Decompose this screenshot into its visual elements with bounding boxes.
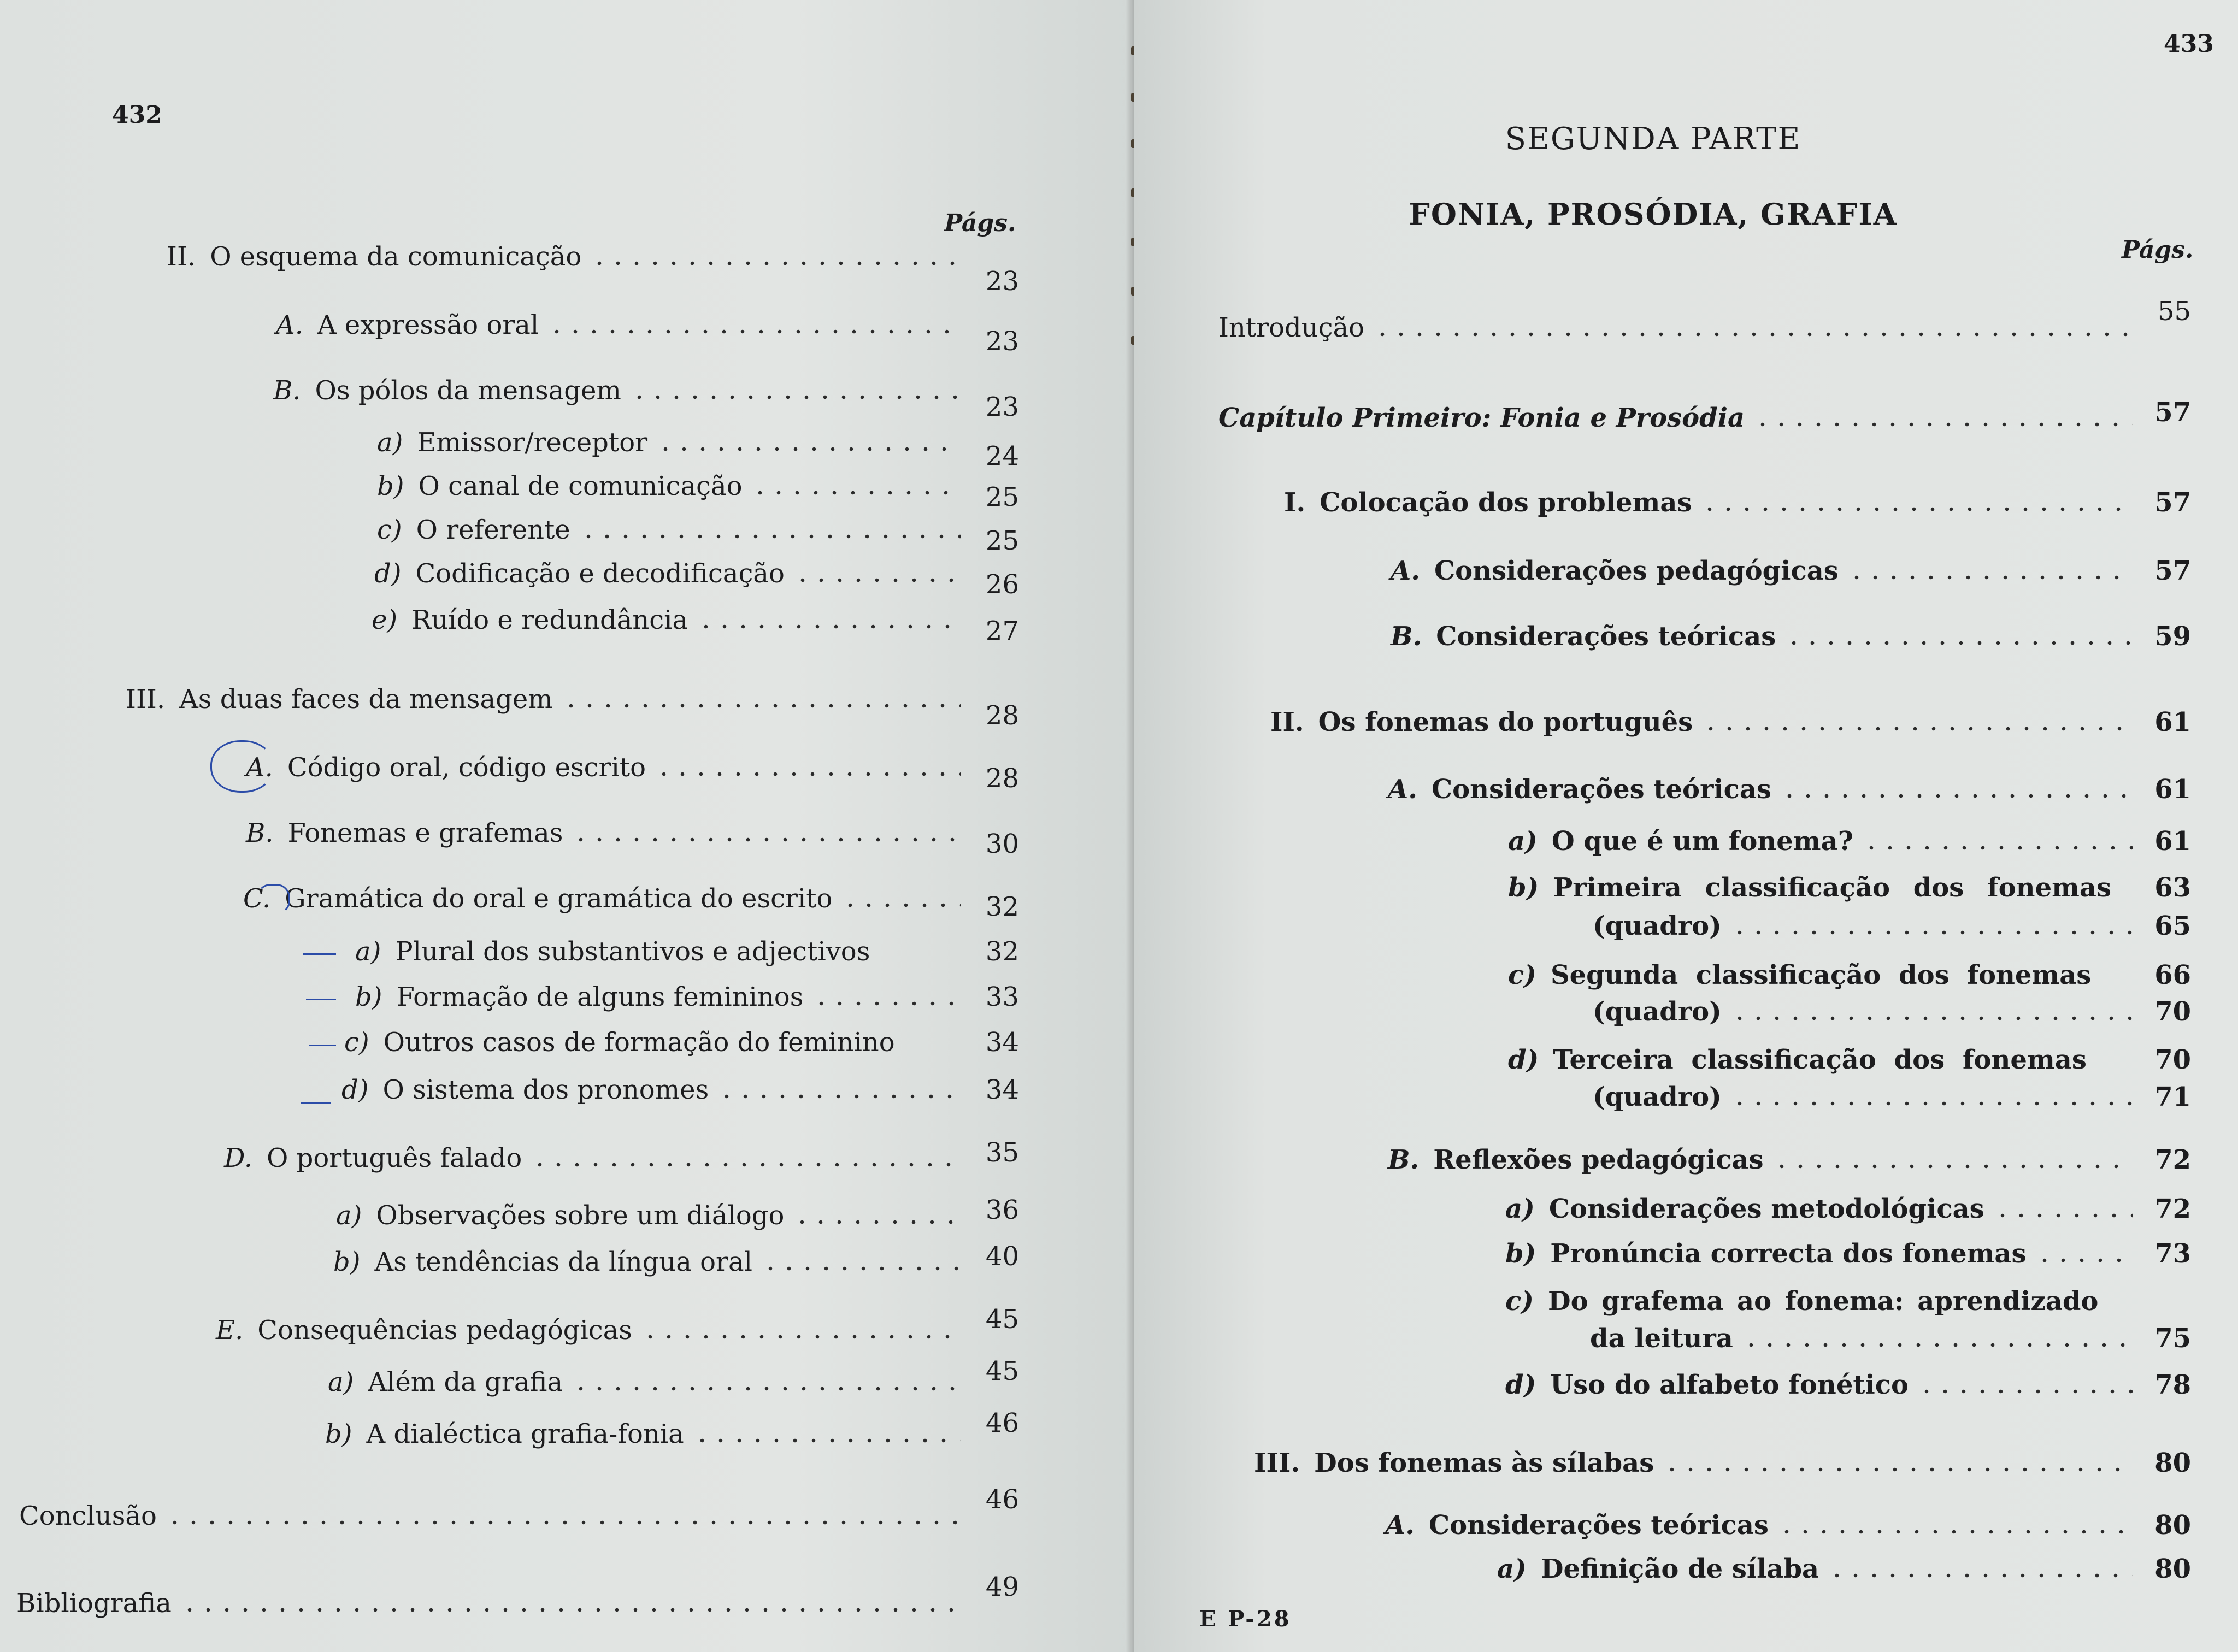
toc-title: Os pólos da mensagem xyxy=(315,375,621,406)
toc-page: 61 xyxy=(2154,774,2191,805)
toc-page: 49 xyxy=(985,1572,1019,1602)
toc-entry xyxy=(1254,1447,2191,1479)
dot-leader xyxy=(572,837,961,842)
toc-entry xyxy=(167,240,1019,297)
toc-marker: c) xyxy=(1508,960,1536,990)
toc-page: 40 xyxy=(985,1241,1019,1272)
dot-leader xyxy=(630,395,961,399)
dot-leader xyxy=(1828,1573,2133,1578)
toc-page: 57 xyxy=(2154,556,2191,586)
toc-entry xyxy=(224,1137,1019,1175)
toc-title: Considerações teóricas xyxy=(1431,774,1771,805)
toc-marker: a) xyxy=(1508,826,1538,857)
toc-entry xyxy=(126,683,1019,731)
toc-entry xyxy=(1385,1509,2191,1542)
toc-page: 34 xyxy=(985,1027,1019,1058)
toc-title: Considerações teóricas xyxy=(1436,621,1776,652)
toc-page: 30 xyxy=(985,829,1019,859)
toc-title: Considerações teóricas xyxy=(1428,1510,1769,1541)
toc-page: 45 xyxy=(985,1304,1019,1335)
toc-title: Codificação e decodificação xyxy=(415,558,785,589)
pags-label-right: Págs. xyxy=(2122,236,2194,264)
toc-entry xyxy=(246,817,1019,859)
toc-marker: d) xyxy=(1505,1370,1536,1400)
toc-marker: E. xyxy=(216,1315,244,1346)
toc-marker: A. xyxy=(246,752,273,783)
toc-page: 46 xyxy=(985,1484,1019,1515)
toc-title: O esquema da comunicação xyxy=(210,241,582,272)
toc-marker: c) xyxy=(377,515,402,545)
dot-leader xyxy=(761,1266,961,1271)
toc-entry xyxy=(328,1356,1019,1399)
toc-marker: C. xyxy=(243,883,271,914)
toc-entry xyxy=(246,751,1019,794)
toc-marker: e) xyxy=(372,605,398,635)
toc-marker: d) xyxy=(374,558,402,589)
toc-entry xyxy=(276,309,1019,357)
toc-title: O canal de comunicação xyxy=(418,471,743,502)
toc-entry xyxy=(1590,1322,2191,1355)
toc-page: 25 xyxy=(985,526,1019,556)
dot-leader xyxy=(1701,727,2133,731)
page-number-right: 433 xyxy=(2164,30,2214,58)
toc-entry xyxy=(355,935,1019,968)
toc-marker: B. xyxy=(1388,1144,1420,1175)
toc-marker: A. xyxy=(1388,774,1417,805)
toc-title: Formação de alguns femininos xyxy=(396,982,804,1012)
pags-label-left: Págs. xyxy=(944,209,1016,237)
pen-dash-mark xyxy=(306,999,336,1000)
toc-marker: II. xyxy=(167,241,196,272)
toc-title: Primeira classificação dos fonemas xyxy=(1553,872,2112,903)
part-title: SEGUNDA PARTE xyxy=(1505,121,1801,157)
toc-page: 46 xyxy=(985,1408,1019,1438)
toc-marker: b) xyxy=(325,1419,352,1449)
dot-leader xyxy=(751,491,961,495)
dot-leader xyxy=(1862,846,2133,850)
toc-title: (quadro) xyxy=(1593,1082,1722,1112)
toc-page: 28 xyxy=(985,700,1019,731)
page-number-left: 432 xyxy=(112,101,162,129)
toc-page: 27 xyxy=(985,616,1019,646)
dot-leader xyxy=(1373,332,2133,337)
toc-title: Uso do alfabeto fonético xyxy=(1550,1370,1909,1400)
toc-page: 80 xyxy=(2154,1510,2191,1541)
toc-title: Terceira classificação dos fonemas xyxy=(1553,1045,2087,1075)
toc-page: 57 xyxy=(2154,397,2191,428)
toc-title: Segunda classificação dos fonemas xyxy=(1550,960,2092,990)
dot-leader xyxy=(1780,794,2133,798)
toc-entry xyxy=(1505,1237,2191,1270)
pen-dash-mark xyxy=(301,1102,331,1104)
toc-page: 80 xyxy=(2154,1554,2191,1584)
right-page xyxy=(1134,0,2238,1652)
toc-title: Código oral, código escrito xyxy=(287,752,646,783)
toc-page: 61 xyxy=(2154,826,2191,857)
toc-entry xyxy=(355,981,1019,1013)
toc-page: 34 xyxy=(985,1075,1019,1105)
toc-page: 78 xyxy=(2154,1370,2191,1400)
toc-page: 57 xyxy=(2154,487,2191,518)
toc-page: 45 xyxy=(985,1356,1019,1386)
toc-entry xyxy=(16,1572,1019,1620)
toc-entry xyxy=(377,426,1019,471)
toc-page: 25 xyxy=(985,482,1019,512)
dot-leader xyxy=(1993,1213,2133,1218)
toc-page: 72 xyxy=(2154,1194,2191,1224)
toc-entry xyxy=(1284,486,2191,519)
toc-entry xyxy=(1218,397,2191,434)
toc-title: A dialéctica grafia-fonia xyxy=(366,1419,684,1449)
toc-page: 28 xyxy=(985,763,1019,794)
dot-leader xyxy=(1784,641,2133,645)
toc-title: Capítulo Primeiro: Fonia e Prosódia xyxy=(1218,403,1745,433)
toc-marker: b) xyxy=(1508,872,1539,903)
toc-marker: a) xyxy=(336,1200,362,1231)
toc-page: 23 xyxy=(985,266,1019,297)
toc-page: 66 xyxy=(2154,960,2191,990)
toc-page: 72 xyxy=(2154,1144,2191,1175)
toc-entry xyxy=(1391,554,2191,587)
toc-marker: A. xyxy=(1385,1510,1415,1541)
toc-title: Observações sobre um diálogo xyxy=(376,1200,785,1231)
toc-entry xyxy=(1508,959,2191,992)
toc-title: As duas faces da mensagem xyxy=(179,684,553,715)
dot-leader xyxy=(531,1163,961,1167)
dot-leader xyxy=(1742,1343,2133,1347)
toc-entry xyxy=(243,882,1019,922)
toc-marker: d) xyxy=(1508,1045,1539,1075)
toc-title: (quadro) xyxy=(1593,996,1722,1027)
toc-title: Ruído e redundância xyxy=(411,605,688,635)
toc-entry xyxy=(336,1195,1019,1232)
toc-marker: III. xyxy=(126,684,166,715)
toc-title: Bibliografia xyxy=(16,1588,172,1619)
dot-leader xyxy=(1730,930,2133,935)
toc-page: 32 xyxy=(985,936,1019,967)
dot-leader xyxy=(793,578,961,582)
dot-leader xyxy=(656,447,961,451)
toc-page: 73 xyxy=(2154,1238,2191,1269)
toc-title: Considerações pedagógicas xyxy=(1434,556,1839,586)
toc-entry xyxy=(1508,871,2191,904)
toc-marker: a) xyxy=(1497,1554,1527,1584)
toc-title: Introdução xyxy=(1218,312,1365,343)
toc-marker: a) xyxy=(377,427,403,458)
toc-title: Além da grafia xyxy=(368,1367,563,1397)
toc-entry xyxy=(1593,995,2191,1028)
toc-entry xyxy=(1388,1143,2191,1176)
dot-leader xyxy=(562,704,961,708)
pen-dash-mark xyxy=(309,1045,336,1046)
toc-title: Outros casos de formação do feminino xyxy=(383,1027,895,1058)
dot-leader xyxy=(166,1520,961,1525)
pen-bracket-mark xyxy=(257,884,290,914)
printer-signature: E P-28 xyxy=(1199,1606,1292,1632)
dot-leader xyxy=(572,1386,961,1391)
toc-title: (quadro) xyxy=(1593,911,1722,941)
toc-title: Emissor/receptor xyxy=(417,427,648,458)
toc-page: 71 xyxy=(2154,1082,2191,1112)
toc-page: 35 xyxy=(985,1137,1019,1168)
dot-leader xyxy=(1777,1530,2133,1534)
dot-leader xyxy=(1847,575,2133,580)
toc-page: 24 xyxy=(985,441,1019,471)
toc-title: Pronúncia correcta dos fonemas xyxy=(1550,1238,2027,1269)
dot-leader xyxy=(793,1220,961,1224)
toc-entry xyxy=(377,470,1019,512)
toc-entry xyxy=(1505,1193,2191,1225)
toc-entry xyxy=(1508,1043,2191,1076)
toc-page: 65 xyxy=(2154,911,2191,941)
toc-marker: D. xyxy=(224,1143,253,1173)
toc-marker: b) xyxy=(333,1247,361,1277)
toc-page: 70 xyxy=(2154,1045,2191,1075)
toc-page: 59 xyxy=(2154,621,2191,652)
toc-entry xyxy=(377,514,1019,556)
toc-title: O português falado xyxy=(267,1143,522,1173)
section-title: FONIA, PROSÓDIA, GRAFIA xyxy=(1409,197,1898,232)
dot-leader xyxy=(841,903,961,907)
toc-marker: d) xyxy=(341,1075,369,1105)
toc-marker: c) xyxy=(344,1027,369,1058)
toc-entry xyxy=(1505,1285,2191,1318)
toc-title: Gramática do oral e gramática do escrito xyxy=(285,883,833,914)
toc-title: Dos fonemas às sílabas xyxy=(1314,1448,1654,1478)
toc-marker: B. xyxy=(1391,621,1422,652)
toc-page: 55 xyxy=(2157,296,2191,327)
toc-title: da leitura xyxy=(1590,1323,1733,1354)
toc-marker: c) xyxy=(1505,1286,1534,1317)
toc-marker: b) xyxy=(1505,1238,1536,1269)
toc-entry xyxy=(374,557,1019,600)
toc-entry xyxy=(1218,296,2191,344)
toc-marker: b) xyxy=(355,982,382,1012)
toc-entry xyxy=(372,604,1019,646)
toc-entry xyxy=(1391,620,2191,653)
dot-leader xyxy=(812,1001,961,1006)
toc-page: 75 xyxy=(2154,1323,2191,1354)
toc-title: Definição de sílaba xyxy=(1540,1554,1819,1584)
toc-page: 80 xyxy=(2154,1448,2191,1478)
toc-entry xyxy=(1388,773,2191,806)
toc-title: Do grafema ao fonema: aprendizado xyxy=(1547,1286,2099,1317)
dot-leader xyxy=(547,329,961,334)
dot-leader xyxy=(180,1608,961,1612)
toc-entry xyxy=(1497,1553,2191,1585)
toc-marker: b) xyxy=(377,471,404,502)
toc-entry xyxy=(273,374,1019,422)
toc-entry xyxy=(216,1304,1019,1347)
toc-title: As tendências da língua oral xyxy=(374,1247,752,1277)
toc-entry xyxy=(1508,825,2191,858)
toc-entry xyxy=(341,1073,1019,1106)
toc-marker: III. xyxy=(1254,1448,1300,1478)
dot-leader xyxy=(1730,1101,2133,1106)
toc-title: Colocação dos problemas xyxy=(1320,487,1692,518)
toc-marker: B. xyxy=(246,818,274,848)
toc-marker: A. xyxy=(1391,556,1420,586)
toc-page: 61 xyxy=(2154,707,2191,738)
dot-leader xyxy=(641,1335,961,1339)
toc-page: 23 xyxy=(985,392,1019,422)
toc-entry xyxy=(19,1484,1019,1532)
dot-leader xyxy=(1917,1389,2133,1394)
dot-leader xyxy=(717,1094,961,1099)
toc-page: 23 xyxy=(985,326,1019,357)
dot-leader xyxy=(2035,1258,2133,1262)
toc-title: Conclusão xyxy=(19,1501,157,1531)
dot-leader xyxy=(697,624,961,629)
toc-marker: a) xyxy=(328,1367,354,1397)
toc-page: 33 xyxy=(985,982,1019,1012)
toc-title: Consequências pedagógicas xyxy=(257,1315,632,1346)
toc-title: O referente xyxy=(416,515,570,545)
dot-leader xyxy=(1753,422,2133,427)
toc-page: 26 xyxy=(985,569,1019,600)
toc-entry xyxy=(1593,1081,2191,1113)
toc-entry xyxy=(344,1026,1019,1059)
pen-dash-mark xyxy=(303,953,336,955)
toc-title: Fonemas e grafemas xyxy=(287,818,563,848)
toc-page: 32 xyxy=(985,892,1019,922)
toc-entry xyxy=(325,1408,1019,1450)
toc-marker: a) xyxy=(1505,1194,1535,1224)
toc-entry xyxy=(1505,1368,2191,1401)
toc-marker: A. xyxy=(276,310,303,340)
toc-marker: II. xyxy=(1270,707,1304,738)
toc-title: O que é um fonema? xyxy=(1551,826,1853,857)
toc-entry xyxy=(1270,706,2191,739)
toc-title: Plural dos substantivos e adjectivos xyxy=(395,936,870,967)
toc-marker: I. xyxy=(1284,487,1306,518)
dot-leader xyxy=(1730,1016,2133,1020)
dot-leader xyxy=(655,772,961,776)
toc-page: 36 xyxy=(985,1195,1019,1225)
dot-leader xyxy=(693,1438,961,1443)
toc-page: 70 xyxy=(2154,996,2191,1027)
toc-page: 63 xyxy=(2154,872,2191,903)
dot-leader xyxy=(1700,507,2133,511)
dot-leader xyxy=(1772,1164,2133,1169)
toc-marker: B. xyxy=(273,375,301,406)
pen-circle-mark xyxy=(210,740,274,793)
toc-title: Reflexões pedagógicas xyxy=(1433,1144,1764,1175)
toc-marker: a) xyxy=(355,936,381,967)
toc-title: O sistema dos pronomes xyxy=(382,1075,709,1105)
dot-leader xyxy=(1663,1467,2133,1472)
toc-title: Os fonemas do português xyxy=(1318,707,1693,738)
toc-title: Considerações metodológicas xyxy=(1548,1194,1984,1224)
toc-title: A expressão oral xyxy=(317,310,539,340)
dot-leader xyxy=(590,261,961,266)
toc-entry xyxy=(1593,910,2191,942)
dot-leader xyxy=(579,534,961,539)
toc-entry xyxy=(333,1241,1019,1278)
